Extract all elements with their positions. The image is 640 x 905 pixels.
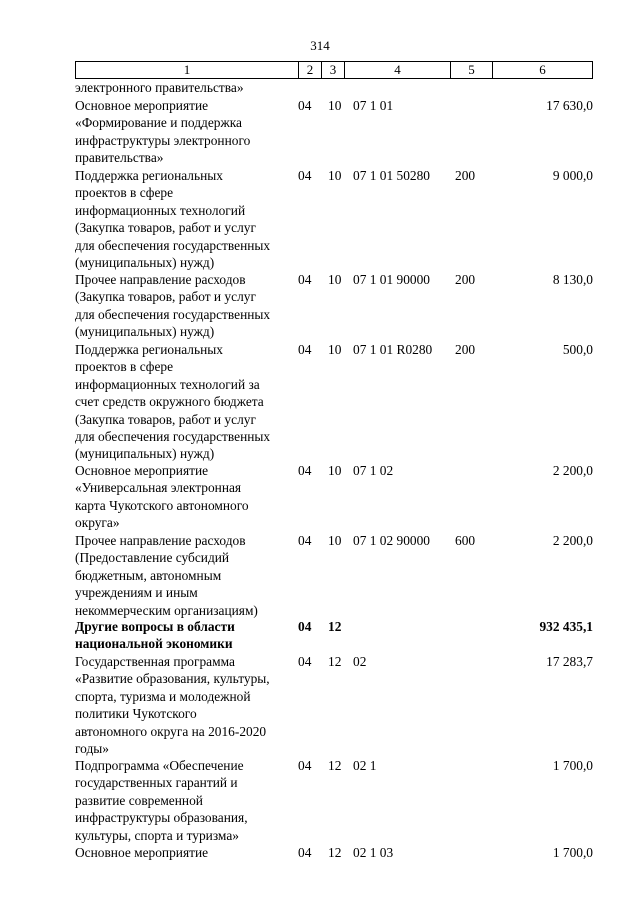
row-target-code: 07 1 01 90000 bbox=[353, 272, 430, 287]
row-expense-type: 200 bbox=[455, 272, 476, 287]
row-subsection-code: 10 bbox=[328, 168, 342, 183]
row-amount: 9 000,0 bbox=[552, 168, 593, 183]
row-target-code: 07 1 01 R0280 bbox=[353, 342, 433, 357]
page-number: 314 bbox=[310, 38, 330, 53]
row-amount: 8 130,0 bbox=[552, 272, 593, 287]
row-target-code: 02 1 bbox=[353, 758, 377, 773]
row-amount: 500,0 bbox=[562, 342, 593, 357]
row-amount: 2 200,0 bbox=[552, 533, 593, 548]
row-subsection-code: 12 bbox=[328, 654, 342, 669]
row-description: Прочее направление расходов (Закупка товаров, работ и услуг для обеспечения государственных (муниципальных) нужд) bbox=[75, 272, 271, 340]
row-section-code: 04 bbox=[298, 533, 312, 548]
row-section-code: 04 bbox=[298, 654, 312, 669]
row-amount: 1 700,0 bbox=[552, 845, 593, 860]
header-col-1: 1 bbox=[76, 62, 299, 78]
row-expense-type: 600 bbox=[455, 533, 476, 548]
row-amount: 17 283,7 bbox=[546, 654, 593, 669]
row-target-code: 07 1 02 bbox=[353, 463, 394, 478]
header-col-5: 5 bbox=[451, 62, 493, 78]
row-target-code: 07 1 01 bbox=[353, 98, 394, 113]
row-target-code: 07 1 01 50280 bbox=[353, 168, 430, 183]
row-subsection-code: 12 bbox=[328, 758, 342, 773]
row-description: Прочее направление расходов (Предоставление субсидий бюджетным, автономным учреждениям и иным некоммерческим организациям) bbox=[75, 533, 258, 618]
row-section-code: 04 bbox=[298, 168, 312, 183]
row-section-code: 04 bbox=[298, 758, 312, 773]
row-subsection-code: 12 bbox=[328, 845, 342, 860]
row-subsection-code: 10 bbox=[328, 533, 342, 548]
row-subsection-code: 10 bbox=[328, 463, 342, 478]
row-section-code: 04 bbox=[298, 342, 312, 357]
row-expense-type: 200 bbox=[455, 168, 476, 183]
row-section-code: 04 bbox=[298, 619, 312, 634]
row-target-code: 02 1 03 bbox=[353, 845, 394, 860]
row-section-code: 04 bbox=[298, 463, 312, 478]
row-target-code: 02 bbox=[353, 654, 367, 669]
table-header-row bbox=[75, 61, 593, 79]
row-target-code: 07 1 02 90000 bbox=[353, 533, 430, 548]
row-amount: 17 630,0 bbox=[546, 98, 593, 113]
row-description: Поддержка региональных проектов в сфере информационных технологий за счет средств окружного бюджета (Закупка товаров, работ и услуг для обеспечения государственных (муниципальных) нужд) bbox=[75, 342, 271, 462]
row-expense-type: 200 bbox=[455, 342, 476, 357]
header-col-4: 4 bbox=[345, 62, 451, 78]
row-subsection-code: 10 bbox=[328, 98, 342, 113]
row-description: Поддержка региональных проектов в сфере информационных технологий (Закупка товаров, работ и услуг для обеспечения государственных (муниципальных) нужд) bbox=[75, 168, 271, 271]
row-description: Государственная программа «Развитие образования, культуры, спорта, туризма и молодежной политики Чукотского автономного округа на 2016-2020 годы» bbox=[75, 654, 270, 757]
row-description: Основное мероприятие bbox=[75, 845, 209, 860]
row-section-code: 04 bbox=[298, 845, 312, 860]
row-amount: 932 435,1 bbox=[539, 619, 593, 634]
row-section-code: 04 bbox=[298, 98, 312, 113]
row-subsection-code: 10 bbox=[328, 272, 342, 287]
header-col-6: 6 bbox=[539, 62, 546, 77]
row-description: электронного правительства» bbox=[75, 80, 244, 95]
header-col-2: 2 bbox=[299, 62, 322, 78]
row-amount: 2 200,0 bbox=[552, 463, 593, 478]
row-description: Основное мероприятие «Универсальная электронная карта Чукотского автономного округа» bbox=[75, 463, 249, 531]
row-subsection-code: 10 bbox=[328, 342, 342, 357]
row-description: Основное мероприятие «Формирование и поддержка инфраструктуры электронного правительства» bbox=[75, 98, 251, 166]
row-description: Подпрограмма «Обеспечение государственных гарантий и развитие современной инфраструктуры образования, культуры, спорта и туризма» bbox=[75, 758, 248, 843]
row-section-code: 04 bbox=[298, 272, 312, 287]
row-amount: 1 700,0 bbox=[552, 758, 593, 773]
row-subsection-code: 12 bbox=[328, 619, 342, 634]
header-col-3: 3 bbox=[322, 62, 345, 78]
row-description: Другие вопросы в области национальной экономики bbox=[75, 619, 235, 652]
